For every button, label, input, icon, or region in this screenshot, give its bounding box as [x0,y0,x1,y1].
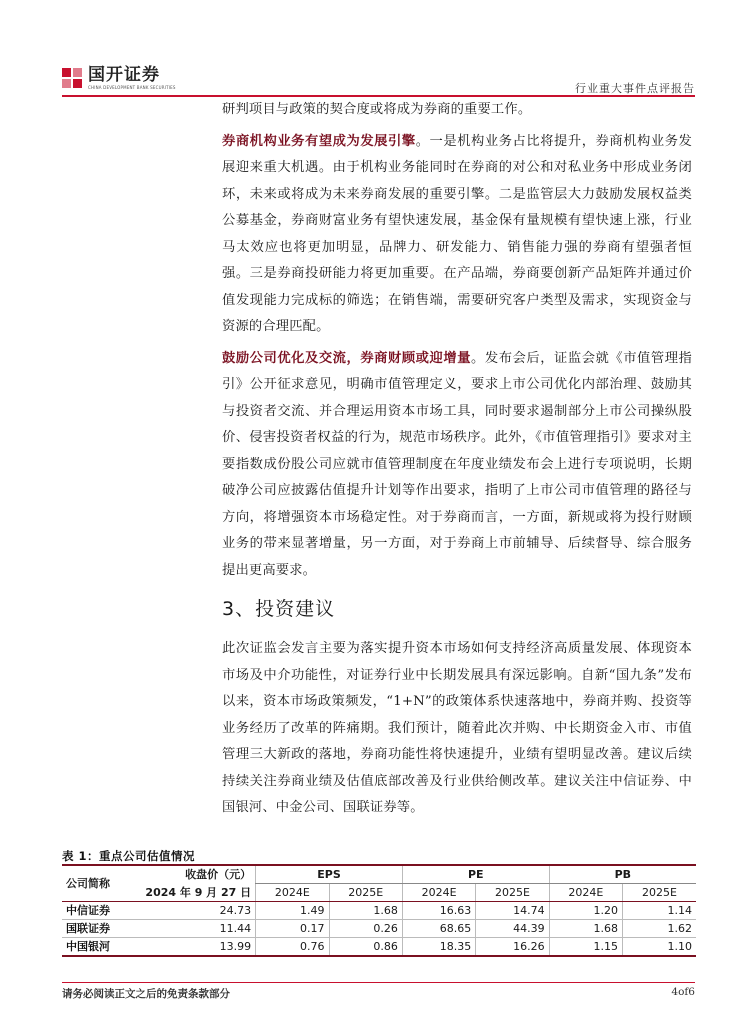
eps-2025e: 1.68 [329,902,402,920]
header-year: 2024E [402,884,475,902]
pe-2024e: 68.65 [402,920,475,938]
paragraph-investment-advice: 此次证监会发言主要为落实提升资本市场如何支持经济高质量发展、体现资本市场及中介功能性，对证券行业中长期发展具有深远影响。自新“国九条”发布以来，资本市场政策频发，“1+N”的政策体系快速落地中，券商并购、投资等业务经历了改革的阵痛期。我们预计，随着此次并购、中长期资金入市、市值管理三大新政的落地，券商功能性将快速提升，业绩有望明显改善。建议后续持续关注券商业绩及估值底部改善及行业供给侧改革。建议关注中信证券、中国银河、中金公司、国联证券等。 [222,641,692,815]
paragraph-body: 。发布会后，证监会就《市值管理指引》公开征求意见，明确市值管理定义，要求上市公司优化内部治理、鼓励其与投资者交流、并合理运用资本市场工具，同时要求遏制部分上市公司操纵股价、侵害投资者权益的行为，规范市场秩序。此外，《市值管理指引》要求对主要指数成份股公司应就市值管理制度在年度业绩发布会上进行专项说明，长期破净公司应披露估值提升计划等作出要求，指明了上市公司市值管理的路径与方向，将增强资本市场稳定性。对于券商而言，一方面，新规或将为投行财顾业务的带来显著增量，另一方面，对于券商上市前辅导、后续督导、综合服务提出更高要求。 [222,350,692,578]
eps-2024e: 0.17 [256,920,329,938]
body-text-section [222,636,692,822]
header-pb: PB [549,865,696,884]
paragraph-continued: 研判项目与政策的契合度或将成为券商的重要工作。 [222,102,532,117]
table-row [62,920,696,938]
pb-2025e: 1.10 [623,938,696,957]
page-number: 4of6 [671,986,695,998]
paragraph-body: 。一是机构业务占比将提升，券商机构业务发展迎来重大机遇。由于机构业务能同时在券商的对公和对私业务中形成业务闭环，未来或将成为未来券商发展的重要引擎。二是监管层大力鼓励发展权益类公募基金，券商财富业务有望快速发展，基金保有量规模有望快速上涨，行业马太效应也将更加明显，品牌力、研发能力、销售能力强的券商有望强者恒强。三是券商投研能力将更加重要。在产品端，券商要创新产品矩阵并通过价值发现能力完成标的筛选；在销售端，需要研究客户类型及需求，实现资金与资源的合理匹配。 [222,133,692,334]
logo-subtext: CHINA DEVELOPMENT BANK SECURITIES [88,85,176,90]
pb-2024e: 1.68 [549,920,622,938]
paragraph-institutional [222,129,692,341]
header-year: 2024E [256,884,329,902]
pe-2025e: 16.26 [476,938,549,957]
report-type-label: 行业重大事件点评报告 [575,82,695,95]
table-row [62,938,696,957]
paragraph-market-value [222,346,692,585]
pe-2025e: 14.74 [476,902,549,920]
close-price: 13.99 [219,940,252,953]
eps-2025e: 0.26 [329,920,402,938]
header-year: 2025E [623,884,696,902]
footer-divider [62,982,695,983]
header-price: 收盘价（元） [141,865,255,884]
header-year: 2024E [549,884,622,902]
eps-2025e: 0.86 [329,938,402,957]
eps-2024e: 1.49 [256,902,329,920]
paragraph-lead: 券商机构业务有望成为发展引擎 [222,133,416,149]
footer-disclaimer: 请务必阅读正文之后的免责条款部分 [62,988,230,1000]
company-name: 国联证券 [66,922,110,935]
eps-2024e: 0.76 [256,938,329,957]
pb-2025e: 1.14 [623,902,696,920]
pe-2024e: 18.35 [402,938,475,957]
header-price-date: 2024 年 9 月 27 日 [141,884,255,902]
table-caption: 表 1：重点公司估值情况 [62,849,196,863]
pe-2025e: 44.39 [476,920,549,938]
logo-text: 国开证券 [88,65,160,85]
logo-mark-icon [62,68,82,88]
header-year: 2025E [329,884,402,902]
header-eps: EPS [256,865,403,884]
valuation-table [62,864,696,957]
body-text-top [222,97,692,584]
table-row [62,902,696,920]
company-name: 中国银河 [66,940,110,953]
pb-2025e: 1.62 [623,920,696,938]
pe-2024e: 16.63 [402,902,475,920]
pb-2024e: 1.20 [549,902,622,920]
company-name: 中信证券 [66,904,110,917]
header-pe: PE [402,865,549,884]
section-title: 3、投资建议 [222,598,336,620]
header-company: 公司简称 [62,865,141,902]
header-year: 2025E [476,884,549,902]
paragraph-lead: 鼓励公司优化及交流，券商财顾或迎增量 [222,350,472,366]
close-price: 11.44 [219,922,252,935]
company-logo [62,66,176,90]
pb-2024e: 1.15 [549,938,622,957]
close-price: 24.73 [219,904,252,917]
